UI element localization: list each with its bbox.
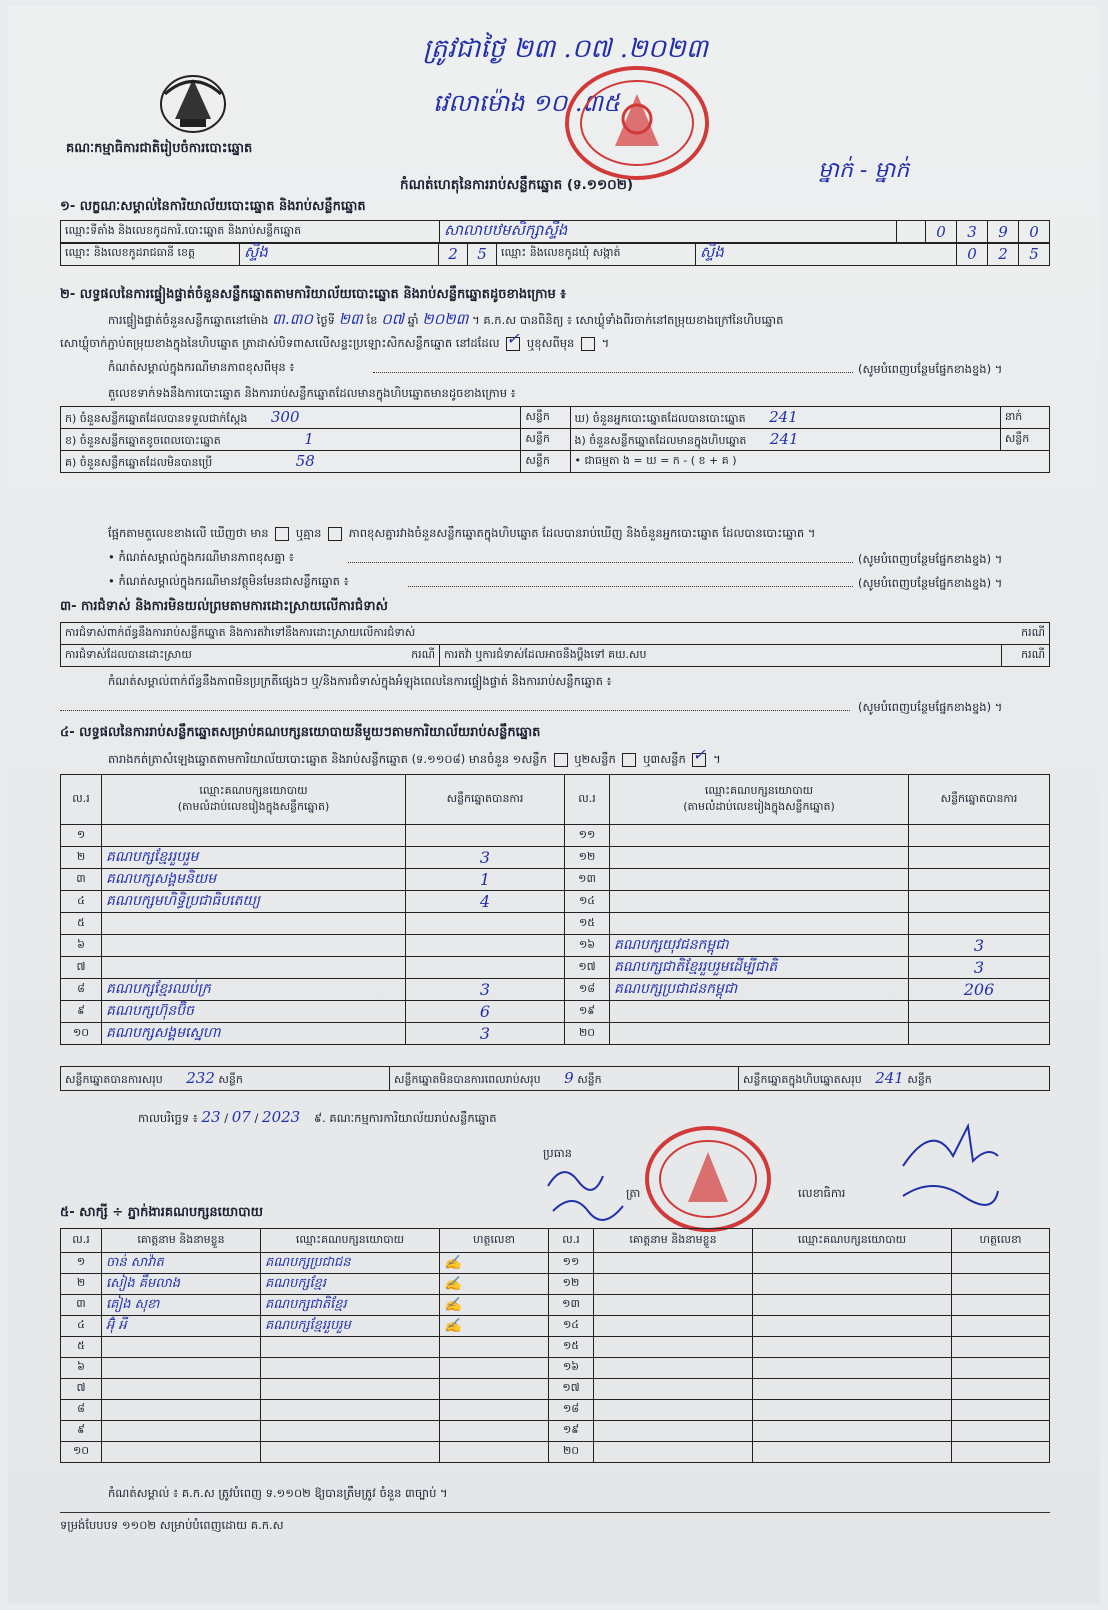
vote-count: 3 <box>406 979 565 1001</box>
party-name <box>102 935 406 957</box>
party-name <box>610 1001 909 1023</box>
table-row <box>61 1274 1050 1295</box>
witness-signature <box>952 1337 1050 1358</box>
witness-signature: ✍ <box>440 1316 549 1337</box>
witness-name <box>594 1358 753 1379</box>
one-sheet-checkbox[interactable] <box>554 753 568 767</box>
nec-emblem-icon <box>150 64 236 140</box>
witness-name: គៀង សុខា <box>102 1295 261 1316</box>
table-row <box>61 1253 1050 1274</box>
party-name <box>102 957 406 979</box>
row-number: ១១ <box>549 1253 594 1274</box>
witness-signature <box>952 1274 1050 1295</box>
vote-count: 6 <box>406 1001 565 1023</box>
witness-party <box>753 1400 952 1421</box>
complaints-table: ការជំទាស់ពាក់ព័ន្ធនឹងការរាប់សន្លឹកឆ្នោត និងការតវ៉ាទៅនឹងការដោះស្រាយលើការជំទាស់ ករណី ការជំទាស់ដែលបានដោះស្រាយ ករណី ការតវ៉ា ឬការជំទាស់ដែលអាចនឹងប្តឹងទៅ គឃ.សប ករណី <box>60 622 1050 667</box>
witness-signature <box>952 1379 1050 1400</box>
party-name: គណបក្សខ្មែរឈប់ក្រ <box>102 979 406 1001</box>
vote-count <box>909 825 1050 847</box>
figures-intro: តួលេខទាក់ទងនឹងការបោះឆ្នោត និងការរាប់សន្លឹកឆ្នោតដែលមានក្នុងហិបឆ្នោតមានដូចខាងក្រោម ៖ <box>108 386 516 400</box>
row-number: ៩ <box>61 1421 102 1442</box>
witness-table: ល.រ គោត្តនាម និងនាមខ្លួន ឈ្មោះគណបក្សនយោបាយ ហត្ថលេខា ល.រ គោត្តនាម និងនាមខ្លួន ឈ្មោះគណបក្សនយោបាយ ហត្ថលេខា ១ ចាន់ សាវ៉ាត គណបក្សប្រជាជន ✍ ១១ ២ សៀង គឹមលាង គណបក្សខ្មែរ ✍ ១២ ៣ គៀង សុខា គណបក្សជាតិខ្មែរ ✍ ១៣ ៤ អ៊ុំ អី គណបក្សខ្មែររួបរួម ✍ ១៤ ៥ ១៥ ៦ ១៦ ៧ ១៧ ៨ ១៨ ៩ ១៩ ១០ ២០ <box>60 1228 1050 1463</box>
witness-party: គណបក្សជាតិខ្មែរ <box>261 1295 440 1316</box>
diff-note-label: កំណត់សម្គាល់ក្នុងករណីមានភាពខុសពីមុន ៖ <box>108 360 295 374</box>
table-row <box>61 957 1050 979</box>
witness-party: គណបក្សប្រជាជន <box>261 1253 440 1274</box>
vote-count: 3 <box>909 957 1050 979</box>
party-name <box>610 825 909 847</box>
vote-count: 3 <box>406 1023 565 1045</box>
table-row <box>61 1295 1050 1316</box>
diff-remark-label: • កំណត់សម្គាល់ក្នុងករណីមានភាពខុសគ្នា ៖ <box>108 550 294 564</box>
witness-signature <box>440 1358 549 1379</box>
vote-count <box>909 847 1050 869</box>
row-number: ២០ <box>549 1442 594 1463</box>
party-name: គណបក្សខ្មែររួបរួម <box>102 847 406 869</box>
party-name <box>610 913 909 935</box>
table-row <box>61 891 1050 913</box>
row-number: ៤ <box>61 1316 102 1337</box>
row-number: ៣ <box>61 869 102 891</box>
witness-signature: ✍ <box>440 1274 549 1295</box>
row-number: ១១ <box>565 825 610 847</box>
witness-name <box>102 1358 261 1379</box>
irregularity-note: កំណត់សម្គាល់ពាក់ព័ន្ធនឹងភាពមិនប្រក្រតីផ្សេងៗ ឬ/និងការជំទាស់ក្នុងអំឡុងពេលនៃការផ្ទៀងផ្ទាត់ និងការរាប់សន្លឹកឆ្នោត ៖ <box>108 674 612 688</box>
row-number: ១៥ <box>565 913 610 935</box>
row-number: ៤ <box>61 891 102 913</box>
party-name: គណបក្សយុវជនកម្ពុជា <box>610 935 909 957</box>
seal-line: សោឃ្លុំចាក់ភ្ជាប់តម្រុយខាងក្នុងនៃហិបឆ្នោត ត្រាដាស់បិទពាសលើសន្ទះប្រឡោះសិកសន្លឹកឆ្នោត នៅដដែល ✓ ឬខុសពីមុន ។ <box>60 328 610 350</box>
vote-count: 3 <box>909 935 1050 957</box>
witness-party <box>753 1274 952 1295</box>
row-number: ៧ <box>61 1379 102 1400</box>
party-name <box>610 847 909 869</box>
row-number: ៥ <box>61 913 102 935</box>
witness-name <box>594 1316 753 1337</box>
official-seal-bottom <box>643 1124 773 1238</box>
row-number: ១២ <box>565 847 610 869</box>
handwritten-time: វេលាម៉ោង ១០ .៣៥ <box>433 89 620 117</box>
witness-party <box>261 1358 440 1379</box>
location-value: សាលាបឋមសិក្សាស្ទឹង <box>440 221 897 244</box>
witness-party <box>261 1337 440 1358</box>
witness-name <box>102 1379 261 1400</box>
votes-table: ល.រ ឈ្មោះគណបក្សនយោបាយ (តាមលំដាប់លេខរៀងក្នុងសន្លឹកឆ្នោត) សន្លឹកឆ្នោតបានការ ល.រ ឈ្មោះគណបក្សនយោបាយ (តាមលំដាប់លេខរៀងក្នុងសន្លឹកឆ្នោត) សន្លឹកឆ្នោតបានការ ១ ១១ ២ គណបក្សខ្មែររួបរួម 3 ១២ ៣ គណបក្សសង្គមនិយម 1 ១៣ ៤ គណបក្សមហិទ្ធិប្រជាធិបតេយ្យ 4 ១៤ ៥ ១៥ ៦ ១៦ គណបក្សយុវជនកម្ពុជា 3 ៧ ១៧ គណបក្សជាតិខ្មែររួបរួមដើម្បីជាតិ 3 ៨ គណបក្សខ្មែរឈប់ក្រ 3 ១៨ គណបក្សប្រជាជនកម្ពុជា 206 ៩ គណបក្សហ៊ុនប៊ិច 6 ១៩ ១០ គណបក្សសង្គមស្នេហា 3 ២០ <box>60 774 1050 1045</box>
table-row <box>61 1316 1050 1337</box>
form-title: កំណត់ហេតុនៃការរាប់សន្លឹកឆ្នោត (ទ.១១០២) <box>400 177 634 193</box>
witness-name <box>594 1274 753 1295</box>
party-name: គណបក្សប្រជាជនកម្ពុជា <box>610 979 909 1001</box>
witness-signature <box>952 1400 1050 1421</box>
witness-party <box>753 1316 952 1337</box>
changed-checkbox[interactable] <box>581 337 595 351</box>
row-number: ១៣ <box>549 1295 594 1316</box>
witness-party <box>261 1421 440 1442</box>
witness-name <box>594 1379 753 1400</box>
witness-signature <box>952 1253 1050 1274</box>
totals-table: សន្លឹកឆ្នោតបានការសរុប 232 សន្លឹក សន្លឹកឆ្នោតមិនបានការពេលរាប់សរុប 9 សន្លឹក សន្លឹកឆ្នោតក្នុងហិបឆ្នោតសរុប 241 សន្លឹក <box>60 1066 1050 1091</box>
witness-name: អ៊ុំ អី <box>102 1316 261 1337</box>
chair-label: ប្រធាន <box>543 1146 572 1160</box>
row-number: ២ <box>61 1274 102 1295</box>
vote-count: 206 <box>909 979 1050 1001</box>
witness-signature <box>952 1295 1050 1316</box>
date-line: កាលបរិច្ឆេទ ៖ 23 / 07 / 2023 ៩. គណៈកម្មការការិយាល័យរាប់សន្លឹកឆ្នោត <box>138 1108 497 1126</box>
row-number: ១ <box>61 1253 102 1274</box>
verify-line: ការផ្ទៀងផ្ទាត់ចំនួនសន្លឹកឆ្នោតនៅម៉ោង ៣.៣០ ថ្ងៃទី ២៣ ខែ ០៧ ឆ្នាំ ២០២៣ ។ គ.ក.ស បានពិនិត្យ ៖ សោឃ្លុំទាំងពីរចាក់នៅតម្រុយខាងក្រៅនៃហិបឆ្នោត <box>108 310 784 328</box>
witness-party <box>753 1253 952 1274</box>
province-value: ស្ទឹង <box>240 243 439 266</box>
row-number: ១៨ <box>565 979 610 1001</box>
witness-party <box>753 1295 952 1316</box>
witness-party <box>753 1421 952 1442</box>
object-remark-label: • កំណត់សម្គាល់ក្នុងករណីមានវត្ថុមិនមែនជាសន្លឹកឆ្នោត ៖ <box>108 574 349 588</box>
party-name <box>610 891 909 913</box>
row-number: ១៩ <box>565 1001 610 1023</box>
witness-party <box>753 1442 952 1463</box>
no-diff-checkbox[interactable] <box>328 527 342 541</box>
org-name: គណៈកម្មាធិការជាតិរៀបចំការបោះឆ្នោត <box>66 141 253 156</box>
table-row <box>61 979 1050 1001</box>
province-table: ឈ្មោះ និងលេខកូដរាជធានី ខេត្ត ស្ទឹង 2 5 ឈ្មោះ និងលេខកូដឃុំ សង្កាត់ ស្ទឹង 0 2 5 <box>60 242 1050 266</box>
has-diff-checkbox[interactable] <box>275 527 289 541</box>
witness-party <box>753 1337 952 1358</box>
vote-count <box>909 1023 1050 1045</box>
vote-count: 1 <box>406 869 565 891</box>
party-name <box>610 869 909 891</box>
discrepancy-line: ផ្អែកតាមតួលេខខាងលើ ឃើញថា មាន ឬគ្មាន ភាពខុសគ្នារវាងចំនួនសន្លឹកឆ្នោតក្នុងហិបឆ្នោត ដែលបានរាប់ឃើញ និងចំនួនអ្នកបោះឆ្នោត ដែលបានបោះឆ្នោត ។ <box>108 526 816 540</box>
vote-count <box>909 1001 1050 1023</box>
table-row <box>61 869 1050 891</box>
vote-count <box>909 869 1050 891</box>
witness-signature <box>440 1400 549 1421</box>
witness-signature <box>440 1379 549 1400</box>
witness-party: គណបក្សខ្មែររួបរួម <box>261 1316 440 1337</box>
party-name: គណបក្សសង្គមស្នេហា <box>102 1023 406 1045</box>
witness-signature: ✍ <box>440 1295 549 1316</box>
table-row <box>61 1023 1050 1045</box>
footnote: កំណត់សម្គាល់ ៖ គ.ក.ស ត្រូវបំពេញ ទ.១១០២ ឱ្យបានត្រឹមត្រូវ ចំនួន ៣ច្បាប់ ។ <box>108 1486 448 1500</box>
row-number: ១៧ <box>565 957 610 979</box>
row-number: ៧ <box>61 957 102 979</box>
witness-party <box>753 1358 952 1379</box>
secretary-label: លេខាធិការ <box>798 1186 846 1200</box>
three-sheet-checkbox[interactable]: ✓ <box>692 753 706 767</box>
party-name: គណបក្សមហិទ្ធិប្រជាធិបតេយ្យ <box>102 891 406 913</box>
table-row <box>61 935 1050 957</box>
witness-party <box>261 1442 440 1463</box>
section4-heading: ៤- លទ្ធផលនៃការរាប់សន្លឹកឆ្នោតសម្រាប់គណបក្សនយោបាយនីមួយៗតាមការិយាល័យរាប់សន្លឹកឆ្នោត <box>60 725 541 740</box>
vote-count <box>406 913 565 935</box>
vote-count: 3 <box>406 847 565 869</box>
secretary-signature <box>893 1116 1003 1210</box>
row-number: ១៥ <box>549 1337 594 1358</box>
witness-party <box>261 1379 440 1400</box>
witness-name <box>102 1421 261 1442</box>
witness-signature <box>952 1358 1050 1379</box>
ballot-figures-table: ក) ចំនួនសន្លឹកឆ្នោតដែលបានទទួលជាក់ស្តែង 300 សន្លឹក ឃ) ចំនួនអ្នកបោះឆ្នោតដែលបានបោះឆ្នោត 241 នាក់ ខ) ចំនួនសន្លឹកឆ្នោតខូចពេលបោះឆ្នោត 1 សន្លឹក ង) ចំនួនសន្លឹកឆ្នោតដែលមានក្នុងហិបឆ្នោត 241 សន្លឹក គ) ចំនួនសន្លឹកឆ្នោតដែលមិនបានប្រើ 58 សន្លឹក • ជាធម្មតា ង = ឃ = ក - ( ខ + គ ) <box>60 406 1050 473</box>
table-row <box>61 1358 1050 1379</box>
commune-label: ឈ្មោះ និងលេខកូដឃុំ សង្កាត់ <box>497 243 696 266</box>
party-name <box>102 825 406 847</box>
witness-signature <box>952 1442 1050 1463</box>
location-label: ឈ្មោះទីតាំង និងលេខកូដការិ.បោះឆ្នោត និងរាប់សន្លឹកឆ្នោត <box>61 221 440 244</box>
section5-heading: ៥- សាក្សី ÷ ភ្នាក់ងារគណបក្សនយោបាយ <box>60 1205 263 1220</box>
witness-signature <box>440 1337 549 1358</box>
witness-name <box>102 1400 261 1421</box>
row-number: ១៧ <box>549 1379 594 1400</box>
table-row <box>61 1421 1050 1442</box>
row-number: ១៩ <box>549 1421 594 1442</box>
row-number: ១៦ <box>565 935 610 957</box>
table-row <box>61 1379 1050 1400</box>
table-row <box>61 847 1050 869</box>
sheet-count-line: តារាងកត់ត្រាសំឡេងឆ្នោតតាមការិយាល័យបោះឆ្នោត និងរាប់សន្លឹកឆ្នោត (ទ.១១០៨) មានចំនួន ១សន្លឹក ឬ២សន្លឹក ឬ៣សន្លឹក ✓ ។ <box>108 744 721 766</box>
witness-name <box>594 1442 753 1463</box>
row-number: ២០ <box>565 1023 610 1045</box>
row-number: ១២ <box>549 1274 594 1295</box>
row-number: ១៤ <box>565 891 610 913</box>
witness-party: គណបក្សខ្មែរ <box>261 1274 440 1295</box>
witness-name <box>594 1400 753 1421</box>
row-number: ២ <box>61 847 102 869</box>
two-sheet-checkbox[interactable] <box>622 753 636 767</box>
official-seal-top <box>563 64 711 186</box>
witness-name: សៀង គឹមលាង <box>102 1274 261 1295</box>
party-name <box>102 913 406 935</box>
vote-count <box>909 891 1050 913</box>
unchanged-checkbox[interactable]: ✓ <box>506 337 520 351</box>
row-number: ៣ <box>61 1295 102 1316</box>
vote-count <box>909 913 1050 935</box>
fill-back-1: (សូមបំពេញបន្ថែមផ្នែកខាងខ្នង) ។ <box>858 362 1003 376</box>
witness-name <box>594 1295 753 1316</box>
party-name <box>610 1023 909 1045</box>
seal-label: ត្រា <box>626 1186 641 1200</box>
handwritten-note: ម្នាក់ - ម្នាក់ <box>818 158 910 183</box>
table-row <box>61 1442 1050 1463</box>
handwritten-date: ត្រូវជាថ្ងៃ ២៣ .០៧ .២០២៣ <box>423 34 708 64</box>
witness-party <box>753 1379 952 1400</box>
row-number: ៥ <box>61 1337 102 1358</box>
row-number: ១០ <box>61 1023 102 1045</box>
witness-name: ចាន់ សាវ៉ាត <box>102 1253 261 1274</box>
vote-count: 4 <box>406 891 565 913</box>
table-row <box>61 913 1050 935</box>
vote-count <box>406 825 565 847</box>
commune-value: ស្ទឹង <box>696 243 957 266</box>
table-row <box>61 1001 1050 1023</box>
section3-heading: ៣- ការជំទាស់ និងការមិនយល់ព្រមតាមការដោះស្រាយលើការជំទាស់ <box>60 599 388 614</box>
location-table: ឈ្មោះទីតាំង និងលេខកូដការិ.បោះឆ្នោត និងរាប់សន្លឹកឆ្នោត សាលាបឋមសិក្សាស្ទឹង 0 3 9 0 <box>60 220 1050 244</box>
row-number: ៨ <box>61 1400 102 1421</box>
witness-name <box>594 1421 753 1442</box>
witness-signature: ✍ <box>440 1253 549 1274</box>
vote-count <box>406 957 565 979</box>
row-number: ៦ <box>61 935 102 957</box>
chair-signature <box>543 1156 633 1230</box>
witness-signature <box>952 1316 1050 1337</box>
witness-name <box>102 1442 261 1463</box>
province-label: ឈ្មោះ និងលេខកូដរាជធានី ខេត្ត <box>61 243 240 266</box>
vote-count <box>406 935 565 957</box>
row-number: ១ <box>61 825 102 847</box>
witness-name <box>102 1337 261 1358</box>
row-number: ១៣ <box>565 869 610 891</box>
witness-party <box>261 1400 440 1421</box>
party-name: គណបក្សជាតិខ្មែររួបរួមដើម្បីជាតិ <box>610 957 909 979</box>
row-number: ១៦ <box>549 1358 594 1379</box>
table-row <box>61 1337 1050 1358</box>
witness-name <box>594 1337 753 1358</box>
table-row <box>61 1400 1050 1421</box>
party-name: គណបក្សហ៊ុនប៊ិច <box>102 1001 406 1023</box>
section1-heading: ១- លក្ខណៈសម្គាល់នៃការិយាល័យបោះឆ្នោត និងរាប់សន្លឹកឆ្នោត <box>60 199 366 214</box>
row-number: ១៨ <box>549 1400 594 1421</box>
row-number: ៨ <box>61 979 102 1001</box>
row-number: ១៤ <box>549 1316 594 1337</box>
form-footer: ទម្រង់បែបបទ ១១០២ សម្រាប់បំពេញដោយ គ.ក.ស <box>60 1518 284 1532</box>
party-name: គណបក្សសង្គមនិយម <box>102 869 406 891</box>
row-number: ៦ <box>61 1358 102 1379</box>
row-number: ៩ <box>61 1001 102 1023</box>
row-number: ១០ <box>61 1442 102 1463</box>
witness-signature <box>440 1421 549 1442</box>
witness-name <box>594 1253 753 1274</box>
witness-signature <box>952 1421 1050 1442</box>
section2-heading: ២- លទ្ធផលនៃការផ្ទៀងផ្ទាត់ចំនួនសន្លឹកឆ្នោតតាមការិយាល័យបោះឆ្នោត និងរាប់សន្លឹកឆ្នោតដូចខាងក្រោម ៖ <box>60 287 566 302</box>
table-row <box>61 825 1050 847</box>
witness-signature <box>440 1442 549 1463</box>
